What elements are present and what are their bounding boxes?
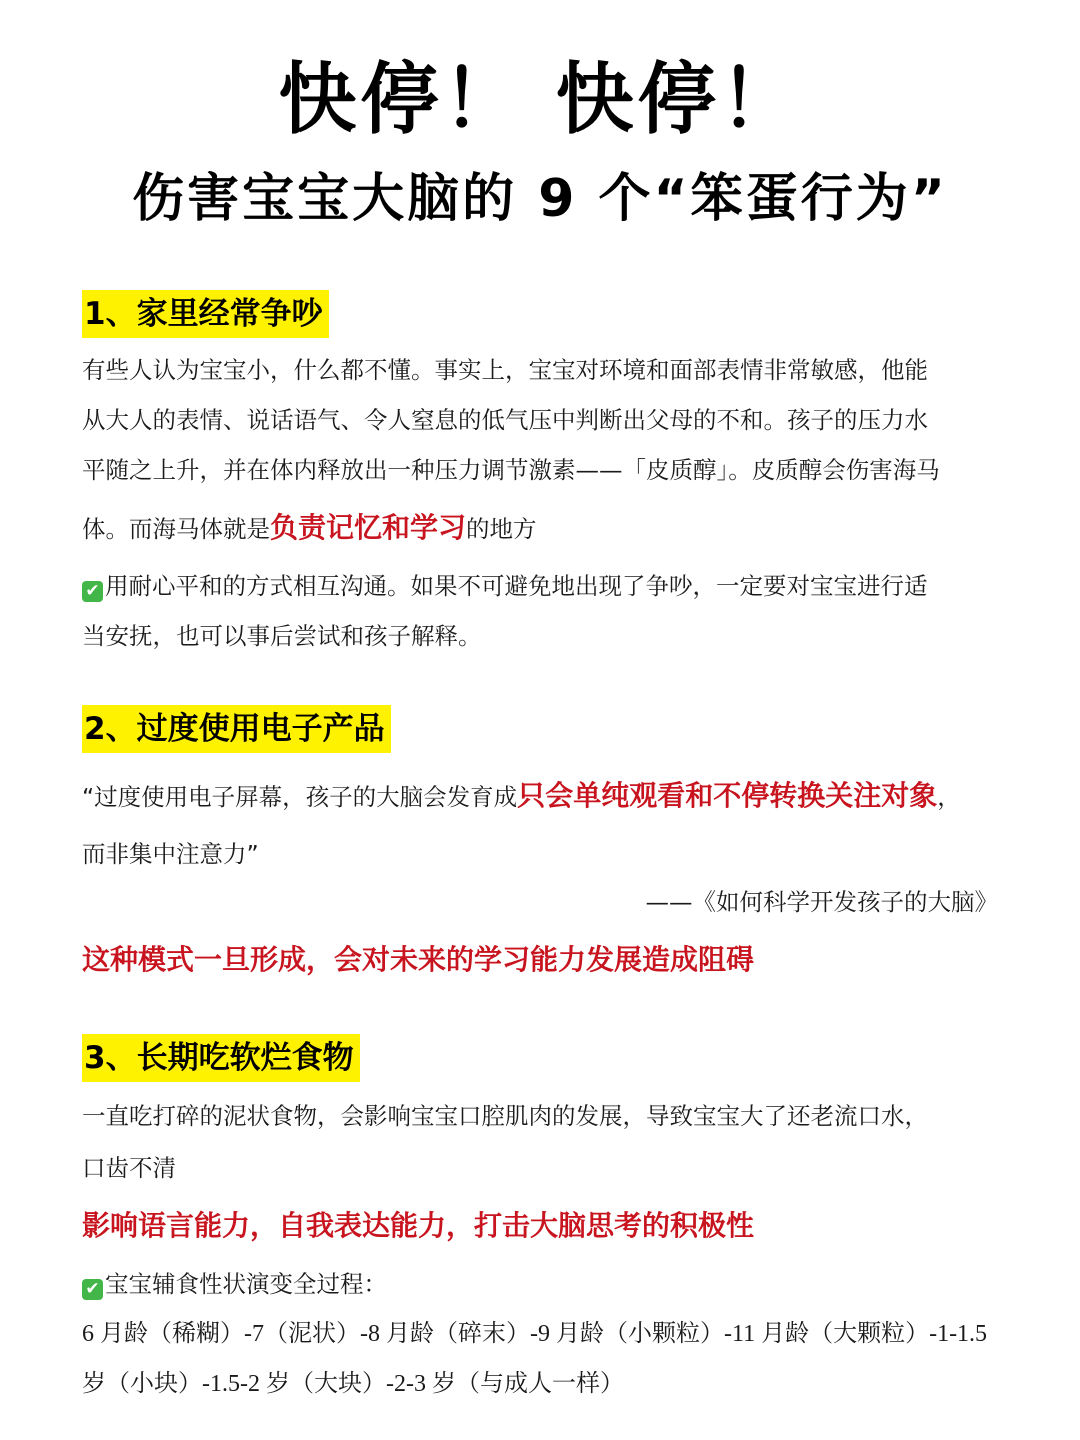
section-2-source: ——《如何科学开发孩子的大脑》 — [645, 888, 998, 916]
section-2-quote-comma: ， — [937, 783, 961, 811]
section-1-line-1: 有些人认为宝宝小，什么都不懂。事实上，宝宝对环境和面部表情非常敏感，他能 — [82, 356, 928, 384]
section-1-tip-line-1 — [82, 566, 928, 606]
section-1-line-4 — [82, 508, 537, 549]
section-1-line-4-end: 的地方 — [466, 515, 537, 543]
section-1-tip-line-2: 当安抚，也可以事后尝试和孩子解释。 — [82, 622, 482, 650]
section-2-heading: 2、过度使用电子产品 — [82, 705, 391, 753]
section-3-tip — [82, 1264, 387, 1304]
section-2-conclusion: 这种模式一旦形成，会对未来的学习能力发展造成阻碍 — [82, 943, 755, 976]
section-3-line-2: 口齿不清 — [82, 1154, 176, 1182]
section-2-quote-line-1 — [82, 776, 961, 817]
section-1-emphasis: 负责记忆和学习 — [270, 511, 467, 544]
section-2-emphasis: 只会单纯观看和不停转换关注对象 — [517, 779, 938, 812]
title-line-2: 伤害宝宝大脑的 9 个“笨蛋行为” — [132, 169, 948, 229]
section-3-line-1: 一直吃打碎的泥状食物，会影响宝宝口腔肌肉的发展，导致宝宝大了还老流口水， — [82, 1102, 928, 1130]
title-line-1: 快停！ 快停！ — [278, 55, 802, 145]
section-3-tip-text: 宝宝辅食性状演变全过程： — [105, 1270, 387, 1298]
section-3-progression-line-2: 岁（小块）-1.5-2 岁（大块）-2-3 岁（与成人一样） — [82, 1371, 624, 1397]
section-1-heading: 1、家里经常争吵 — [82, 290, 329, 338]
section-2-quote-line-2: 而非集中注意力” — [82, 840, 259, 868]
check-mark-icon: ✔ — [82, 581, 103, 602]
section-1-line-2: 从大人的表情、说话语气、令人窒息的低气压中判断出父母的不和。孩子的压力水 — [82, 406, 928, 434]
section-1-line-3: 平随之上升，并在体内释放出一种压力调节激素——「皮质醇」。皮质醇会伤害海马 — [82, 456, 940, 484]
section-3-heading: 3、长期吃软烂食物 — [82, 1034, 360, 1082]
section-2-quote-text: “过度使用电子屏幕，孩子的大脑会发育成 — [82, 783, 518, 811]
section-3-conclusion: 影响语言能力，自我表达能力，打击大脑思考的积极性 — [82, 1209, 755, 1242]
section-1-tip-text: 用耐心平和的方式相互沟通。如果不可避免地出现了争吵，一定要对宝宝进行适 — [105, 572, 928, 600]
check-mark-icon: ✔ — [82, 1279, 103, 1300]
section-1-line-4-text: 体。而海马体就是 — [82, 515, 270, 543]
section-3-progression-line-1: 6 月龄（稀糊）-7（泥状）-8 月龄（碎末）-9 月龄（小颗粒）-11 月龄（大颗粒）-1-1.5 — [82, 1321, 988, 1347]
